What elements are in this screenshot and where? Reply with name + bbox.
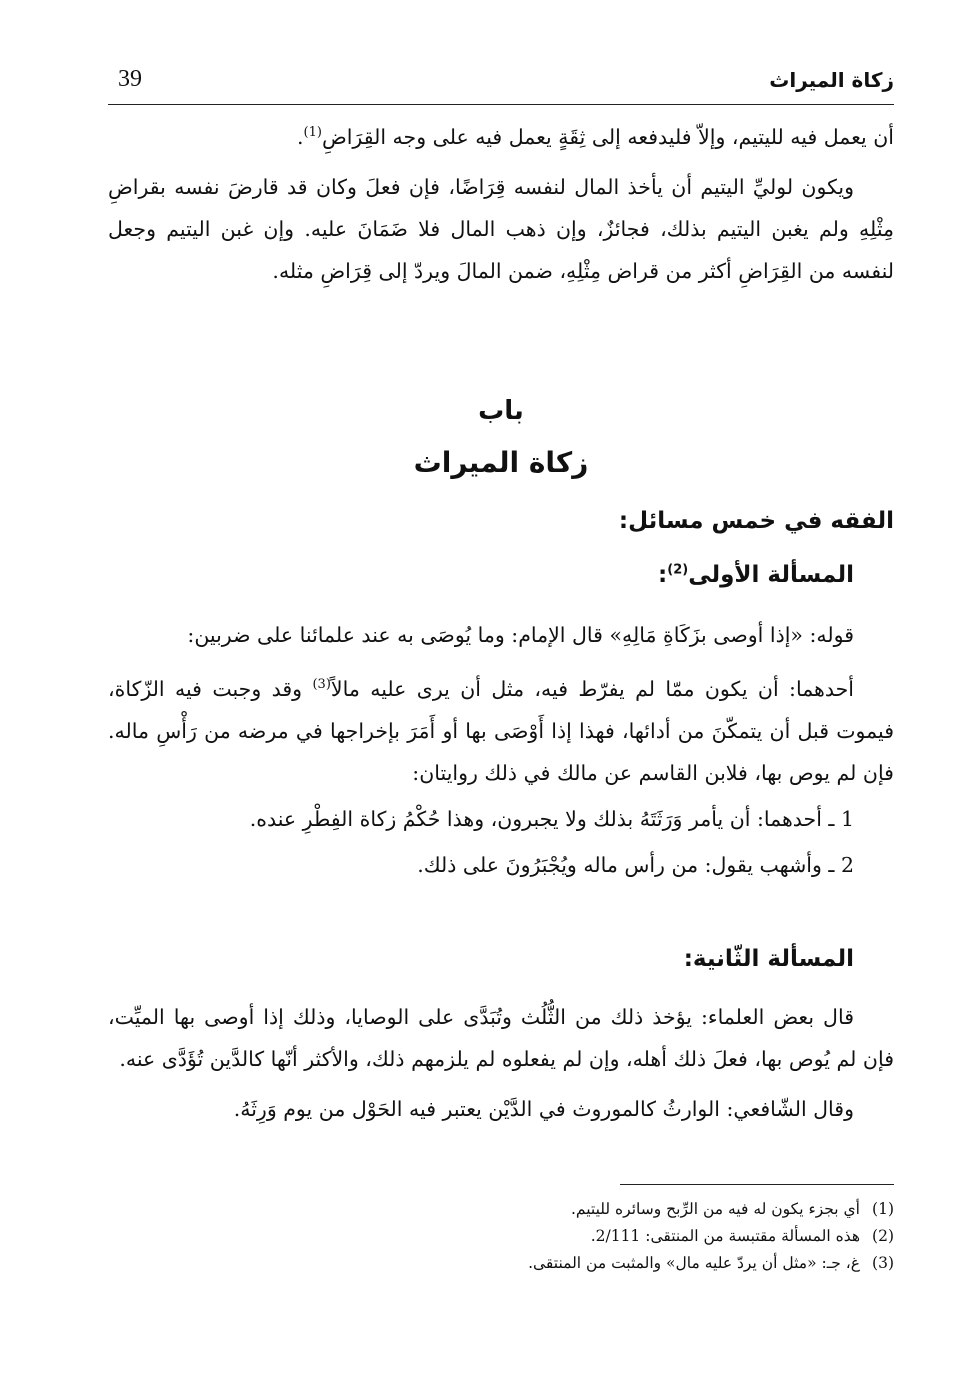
question-1-heading: المسألة الأولى$^{(2)}$: (658, 562, 854, 588)
page-header (108, 62, 894, 105)
footnote-2: (2)هذه المسألة مقتبسة من المنتقى: 2/111. (590, 1227, 894, 1245)
footnote-1: (1)أي بجزء يكون له فيه من الرِّبح وسائره لليتيم. (570, 1200, 894, 1218)
page-number: 39 (118, 66, 142, 92)
paragraph-bequest-types: قوله: «إذا أوصى بزَكَاةِ مَالِهِ» قال الإمام: وما يُوصَى به عند علمائنا على ضربين: (187, 623, 854, 647)
footnote-ref-1: (1) (303, 125, 322, 140)
running-title: زكاة الميراث (769, 68, 894, 92)
fiqh-heading: الفقه في خمس مسائل: (618, 508, 894, 534)
list-item-2: 2 ـ وأشهب يقول: من رأس ماله ويُجْبَرُونَ على ذلك. (417, 852, 854, 877)
question-2-heading: المسألة الثّانية: (683, 946, 854, 972)
footnotes (108, 1196, 894, 1277)
intro-block (108, 112, 894, 292)
footnote-ref-2: (2) (667, 562, 689, 578)
paragraph-scholars: قال بعض العلماء: يؤخذ ذلك من الثُّلُث وتُبَدَّى على الوصايا، وذلك إذا أوصى بها الميِّت، فإن لم يُوص بها، فعلَ ذلك أهله، وإن لم يفعلوه لم يلزمهم ذلك، والأكثر أنّها كالدَّين تُؤَدَّى عنه. (108, 1005, 894, 1071)
chapter-label: باب (478, 396, 524, 426)
list-item-1: 1 ـ أحدهما: أن يأمر وَرَثَتَهُ بذلك ولا يجبرون، وهذا حُكْمُ زكاة الفِطْرِ عنده. (249, 806, 854, 831)
paragraph-shafii: وقال الشّافعي: الوارثُ كالموروث في الدَّيْن يعتبر فيه الحَوْل من يوم وَرِثَهُ. (233, 1097, 854, 1121)
footnote-separator (620, 1184, 894, 1185)
footnote-3: (3)غ، جـ: «مثل أن يردّ عليه مال» والمثبت من المنتقى. (528, 1254, 894, 1272)
second-block (108, 996, 894, 1130)
chapter-title: زكاة الميراث (413, 446, 589, 479)
footnote-ref-3: (3) (312, 677, 331, 692)
intro-paragraph-2: ويكون لوليِّ اليتيم أن يأخذ المال لنفسه قِرَاضًا، فإن فعلَ وكان قد قارضَ نفسه بقراضِ مِثْلِهِ ولم يغبن اليتيم بذلك، فجائزٌ، وإن ذهب المال فلا ضَمَانَ عليه. وإن غبن اليتيم وجعل لنفسه من القِرَاضِ أكثر من قراض مِثْلِهِ، ضمن المالَ ويردّ إلى قِرَاضِ مثله. (108, 174, 894, 283)
intro-paragraph-1: أن يعمل فيه لليتيم، وإلاّ فليدفعه إلى ثِقَةٍ يعمل فيه على وجه القِرَاضِ$^{(1)}$. (296, 124, 894, 149)
paragraph-first-type: أحدهما: أن يكون ممّا لم يفرّط فيه، مثل أن يرى عليه مالاً$^{(3)}$ وقد وجبت فيه الزّكاة، فيموت قبل أن يتمكّنَ من أدائها، فهذا إذا أَوْصَى بها أو أَمَرَ بإخراجها في مرضه من رَأْسِ ماله. فإن لم يوص بها، فلابن القاسم عن مالك في ذلك روايتان: (108, 676, 894, 785)
main-block (108, 614, 894, 886)
